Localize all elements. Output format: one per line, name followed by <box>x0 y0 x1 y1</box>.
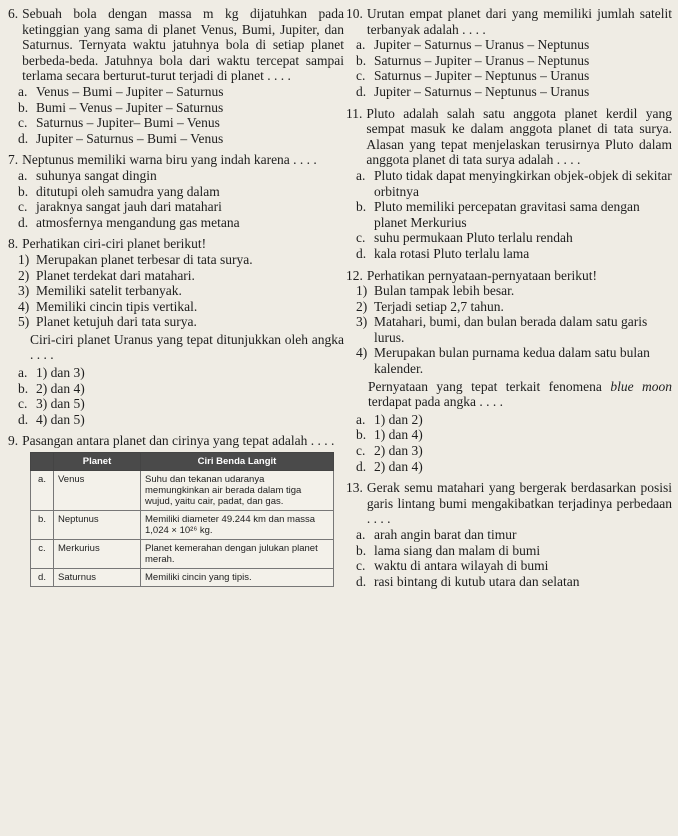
option-c[interactable]: c. 3) dan 5) <box>18 396 85 412</box>
question-number: 6. <box>8 6 19 21</box>
option-list <box>8 365 344 427</box>
question-13 <box>346 480 672 589</box>
question-number: 11. <box>346 105 363 121</box>
table-row[interactable] <box>31 569 334 587</box>
row-ciri: Memiliki diameter 49.244 km dan massa 1,024 × 10²⁶ kg. <box>141 511 334 540</box>
question-10 <box>346 6 672 100</box>
option-d[interactable]: d. rasi bintang di kutub utara dan selatan <box>356 573 580 589</box>
row-planet: Venus <box>54 471 141 511</box>
question-number: 13. <box>346 480 363 496</box>
option-b[interactable]: b. 2) dan 4) <box>18 380 85 396</box>
option-c[interactable]: c. Saturnus – Jupiter– Bumi – Venus <box>18 115 220 131</box>
option-c[interactable]: c. waktu di antara wilayah di bumi <box>356 558 549 574</box>
option-b[interactable]: b. Saturnus – Jupiter – Uranus – Neptunus <box>356 52 590 68</box>
row-label: a. <box>31 471 54 511</box>
statement-2: 2) Terjadi setiap 2,7 tahun. <box>356 298 504 314</box>
option-list <box>346 527 672 589</box>
table-header-ciri: Ciri Benda Langit <box>141 453 334 471</box>
question-text: Perhatikan pernyataan-pernyataan berikut! <box>366 267 598 283</box>
option-a[interactable]: a. suhunya sangat dingin <box>18 167 157 183</box>
left-column <box>8 6 344 593</box>
planet-table <box>30 452 334 587</box>
row-ciri: Planet kemerahan dengan julukan planet merah. <box>141 540 334 569</box>
statement-2: 2) Planet terdekat dari matahari. <box>18 267 195 283</box>
option-a[interactable]: a. Pluto tidak dapat menyingkirkan objek-objek di sekitar orbitnya <box>356 167 672 199</box>
question-text: Neptunus memiliki warna biru yang indah karena . . . . <box>22 152 317 168</box>
question-7 <box>8 152 344 230</box>
option-c[interactable]: c. jaraknya sangat jauh dari matahari <box>18 199 222 215</box>
question-8 <box>8 236 344 427</box>
row-planet: Saturnus <box>54 569 141 587</box>
option-c[interactable]: c. suhu permukaan Pluto terlalu rendah <box>356 230 573 246</box>
option-d[interactable]: d. atmosfernya mengandung gas metana <box>18 214 240 230</box>
table-header-planet: Planet <box>54 453 141 471</box>
option-b[interactable]: b. lama siang dan malam di bumi <box>356 542 541 558</box>
option-list <box>346 37 672 99</box>
statement-1: 1) Bulan tampak lebih besar. <box>356 283 515 299</box>
statement-5: 5) Planet ketujuh dari tata surya. <box>18 314 197 330</box>
option-c[interactable]: c. Saturnus – Jupiter – Neptunus – Uranus <box>356 68 590 84</box>
option-b[interactable]: b. Pluto memiliki percepatan gravitasi sama dengan planet Merkurius <box>356 199 640 230</box>
row-ciri: Suhu dan tekanan udaranya memungkinkan air berada dalam tiga wujud, yaitu cair, padat, dan gas. <box>141 471 334 511</box>
table-row[interactable] <box>31 511 334 540</box>
question-12 <box>346 268 672 475</box>
question-text: Perhatikan ciri-ciri planet berikut! <box>22 236 207 252</box>
row-label: c. <box>31 540 54 569</box>
question-text: Pasangan antara planet dan cirinya yang tepat adalah . . . . <box>22 433 335 449</box>
option-a[interactable]: a. Venus – Bumi – Jupiter – Saturnus <box>18 83 224 99</box>
option-a[interactable]: a. Jupiter – Saturnus – Uranus – Neptunus <box>356 37 590 53</box>
option-d[interactable]: d. 4) dan 5) <box>18 411 85 427</box>
option-d[interactable]: d. 2) dan 4) <box>356 458 423 474</box>
option-c[interactable]: c. 2) dan 3) <box>356 443 423 459</box>
right-column <box>346 6 672 595</box>
question-9 <box>8 433 344 587</box>
question-prompt: Ciri-ciri planet Uranus yang tepat ditunjukkan oleh angka . . . . <box>30 331 344 363</box>
statement-1: 1) Merupakan planet terbesar di tata surya. <box>18 251 253 267</box>
option-b[interactable]: b. ditutupi oleh samudra yang dalam <box>18 183 220 199</box>
table-row[interactable] <box>31 471 334 511</box>
option-d[interactable]: d. Jupiter – Saturnus – Bumi – Venus <box>18 130 224 146</box>
question-number: 7. <box>8 152 19 168</box>
statement-3: 3) Matahari, bumi, dan bulan berada dalam satu garis lurus. <box>356 314 648 345</box>
question-text: Urutan empat planet dari yang memiliki jumlah satelit terbanyak adalah . . . . <box>366 6 672 37</box>
option-a[interactable]: a. 1) dan 2) <box>356 411 423 427</box>
row-label: b. <box>31 511 54 540</box>
option-b[interactable]: b. 1) dan 4) <box>356 427 423 443</box>
question-prompt: Pernyataan yang tepat terkait fenomena blue moon terdapat pada angka . . . . <box>368 378 673 410</box>
question-6 <box>8 6 344 146</box>
question-number: 8. <box>8 236 19 252</box>
question-text: Gerak semu matahari yang bergerak berdasarkan posisi garis lintang bumi mengakibatkan terjadinya perbedaan . . . . <box>366 480 672 527</box>
option-d[interactable]: d. Jupiter – Saturnus – Neptunus – Uranus <box>356 83 590 99</box>
option-list <box>8 168 344 230</box>
option-list <box>8 84 344 146</box>
question-text: Pluto adalah salah satu anggota planet kerdil yang sempat masuk ke dalam anggota planet di tata surya. Alasan yang tepat menjelaskan terusirnya Pluto dalam anggota planet di tata surya adalah . . . . <box>366 105 672 168</box>
option-list <box>346 412 672 474</box>
row-label: d. <box>31 569 54 587</box>
table-header-row <box>31 453 334 471</box>
question-number: 9. <box>8 433 19 449</box>
question-text: Sebuah bola dengan massa m kg dijatuhkan pada ketinggian yang sama di planet Venus, Bumi, Jupiter, dan Saturnus. Ternyata waktu jatuhnya bola di setiap planet berbeda-beda. Jatuhnya bola dari waktu tercepat sampai terlama secara berturut-turut terjadi di planet . . . . <box>22 6 344 84</box>
option-a[interactable]: a. 1) dan 3) <box>18 365 85 381</box>
row-planet: Merkurius <box>54 540 141 569</box>
question-number: 12. <box>346 267 363 283</box>
statement-4: 4) Memiliki cincin tipis vertikal. <box>18 298 198 314</box>
option-a[interactable]: a. arah angin barat dan timur <box>356 527 517 542</box>
option-list <box>346 168 672 262</box>
question-11 <box>346 106 672 262</box>
option-d[interactable]: d. kala rotasi Pluto terlalu lama <box>356 245 530 261</box>
question-number: 10. <box>346 6 363 21</box>
statement-3: 3) Memiliki satelit terbanyak. <box>18 283 182 299</box>
row-planet: Neptunus <box>54 511 141 540</box>
option-b[interactable]: b. Bumi – Venus – Jupiter – Saturnus <box>18 99 224 115</box>
row-ciri: Memiliki cincin yang tipis. <box>141 569 334 587</box>
blue-moon-term: blue moon <box>610 378 673 394</box>
statement-4: 4) Merupakan bulan purnama kedua dalam satu bulan kalender. <box>356 345 650 377</box>
table-row[interactable] <box>31 540 334 569</box>
table-header-label <box>31 453 54 471</box>
